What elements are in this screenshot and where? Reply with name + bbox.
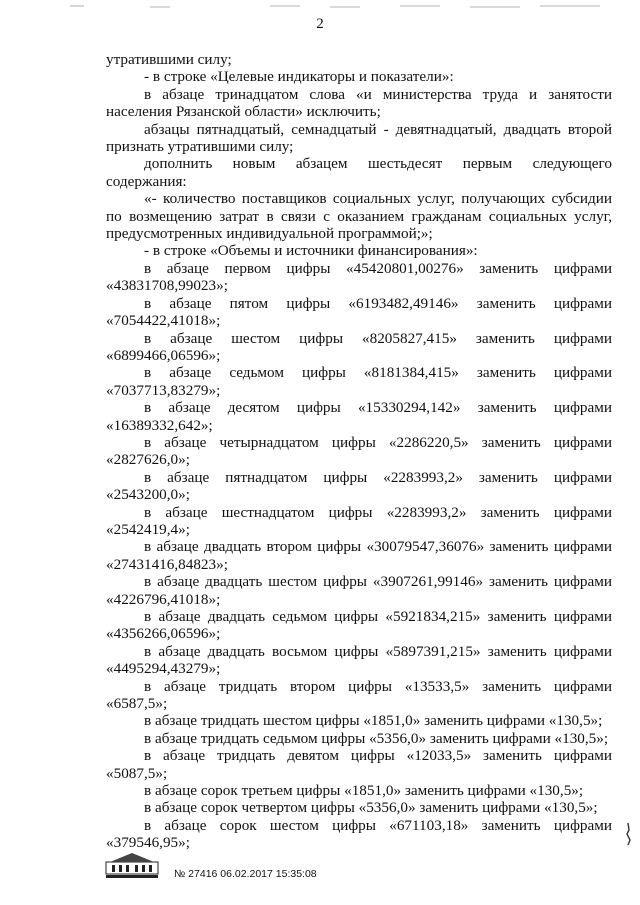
page-number: 2 [316, 16, 324, 32]
paragraph: в абзаце двадцать шестом цифры «3907261,99146» заменить цифрами «4226796,41018»; [106, 573, 612, 608]
paragraph: - в строке «Объемы и источники финансирования»: [144, 242, 478, 260]
registration-stamp: № 27416 06.02.2017 15:35:08 [174, 868, 317, 880]
paragraph: в абзаце шестом цифры «8205827,415» заменить цифрами «6899466,06596»; [106, 329, 612, 364]
paragraph: в абзаце двадцать седьмом цифры «5921834,215» заменить цифрами «4356266,06596»; [106, 608, 612, 643]
paragraph: в абзаце десятом цифры «15330294,142» заменить цифрами «16389332,642»; [106, 399, 612, 434]
paragraph: в абзаце седьмом цифры «8181384,415» заменить цифрами «7037713,83279»; [106, 364, 612, 399]
scan-noise-top [0, 0, 640, 14]
paragraph: в абзаце сорок шестом цифры «671103,18» заменить цифрами «379546,95»; [106, 816, 612, 852]
paragraph: дополнить новым абзацем шестьдесят первым следующего содержания: [106, 155, 612, 190]
paragraph: в абзаце шестнадцатом цифры «2283993,2» заменить цифрами «2542419,4»; [106, 503, 612, 538]
paragraph: в абзаце тринадцатом слова «и министерства труда и занятости населения Рязанской области» исключить; [106, 85, 612, 121]
document-footer [104, 850, 404, 890]
paragraph: в абзаце четырнадцатом цифры «2286220,5» заменить цифрами «2827626,0»; [106, 433, 612, 469]
paragraph: в абзаце двадцать втором цифры «30079547,36076» заменить цифрами «27431416,84823»; [106, 538, 612, 573]
paragraph: абзацы пятнадцатый, семнадцатый - девятнадцатый, двадцать второй признать утратившими силу; [106, 120, 612, 156]
paragraph: в абзаце двадцать восьмом цифры «5897391,215» заменить цифрами «4495294,43279»; [106, 642, 612, 678]
paragraph: в абзаце сорок четвертом цифры «5356,0» заменить цифрами «130,5»; [144, 799, 598, 817]
paragraph: «- количество поставщиков социальных услуг, получающих субсидии по возмещению затрат в связи с оказанием гражданам социальных услуг, предусмотренных индивидуальной программой;»; [106, 190, 612, 243]
building-stamp-icon [104, 850, 160, 880]
paragraph: в абзаце тридцать втором цифры «13533,5» заменить цифрами «6587,5»; [106, 677, 612, 713]
paragraph: - в строке «Целевые индикаторы и показатели»: [144, 68, 454, 86]
paragraph: в абзаце сорок третьем цифры «1851,0» заменить цифрами «130,5»; [144, 782, 584, 800]
paragraph: в абзаце первом цифры «45420801,00276» заменить цифрами «43831708,99023»; [106, 259, 612, 295]
paragraph: утратившими силу; [106, 51, 232, 68]
document-body [106, 51, 612, 852]
paragraph: в абзаце пятнадцатом цифры «2283993,2» заменить цифрами «2543200,0»; [106, 468, 612, 504]
scan-edge-mark [624, 822, 632, 846]
paragraph: в абзаце тридцать седьмом цифры «5356,0» заменить цифрами «130,5»; [144, 729, 609, 747]
paragraph: в абзаце тридцать шестом цифры «1851,0» заменить цифрами «130,5»; [144, 712, 603, 730]
paragraph: в абзаце тридцать девятом цифры «12033,5» заменить цифрами «5087,5»; [106, 747, 612, 782]
paragraph: в абзаце пятом цифры «6193482,49146» заменить цифрами «7054422,41018»; [106, 294, 612, 330]
